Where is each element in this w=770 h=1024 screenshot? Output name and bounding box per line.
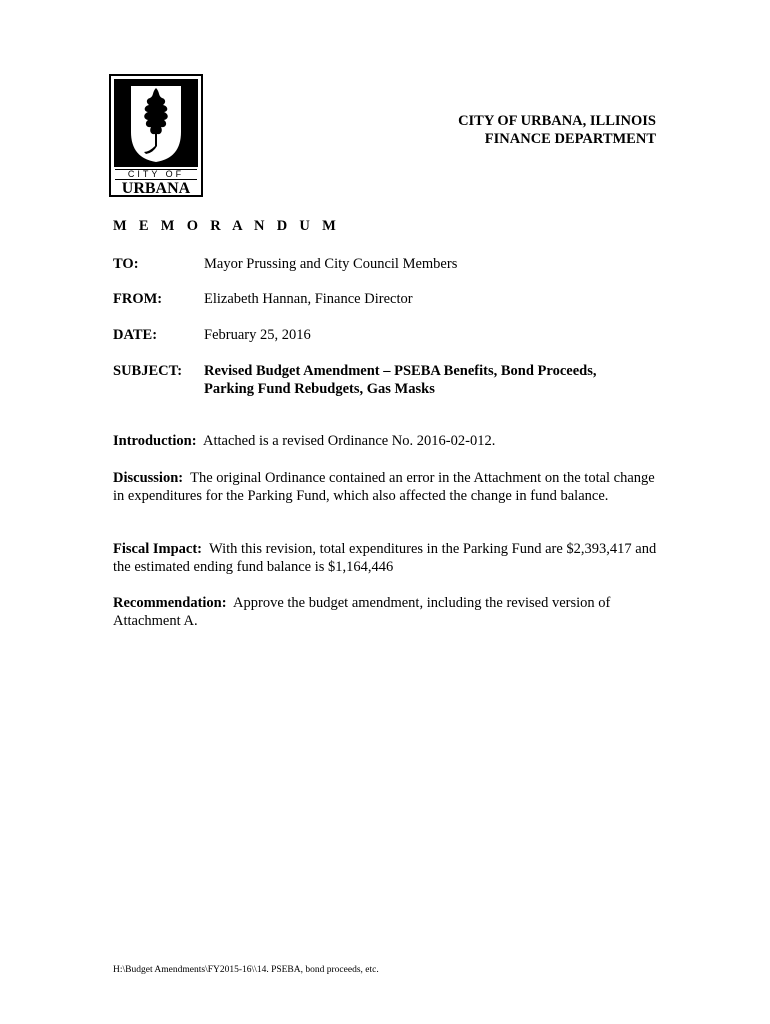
subject-label: SUBJECT: xyxy=(113,363,183,379)
fiscal-impact-heading: Fiscal Impact: xyxy=(113,541,202,557)
introduction-heading: Introduction: xyxy=(113,433,197,449)
fiscal-impact-text: With this revision, total expenditures in the Parking Fund are $2,393,417 and the estimated ending fund balance is $1,164,446 xyxy=(113,541,657,575)
logo-city-text: CITY OF xyxy=(127,169,185,179)
introduction-paragraph xyxy=(113,432,658,450)
subject-value xyxy=(204,362,664,398)
recommendation-heading: Recommendation: xyxy=(113,595,227,611)
date-value: February 25, 2016 xyxy=(204,327,311,343)
discussion-text: The original Ordinance contained an error in the Attachment on the total change in expenditures for the Parking Fund, which also affected the change in fund balance. xyxy=(113,470,655,504)
logo-name-text: URBANA xyxy=(121,180,191,197)
recommendation-paragraph xyxy=(113,594,658,630)
to-label: TO: xyxy=(113,256,139,272)
date-label: DATE: xyxy=(113,327,158,343)
memo-title: M E M O R A N D U M xyxy=(113,218,341,234)
fiscal-impact-paragraph xyxy=(113,540,658,576)
from-label: FROM: xyxy=(113,291,163,307)
discussion-paragraph xyxy=(113,469,658,505)
department-line-finance: FINANCE DEPARTMENT xyxy=(484,131,656,147)
oak-leaf-seal-icon xyxy=(109,74,203,197)
file-path-footer: H:\Budget Amendments\FY2015-16\\14. PSEBA, bond proceeds, etc. xyxy=(113,965,379,975)
from-value: Elizabeth Hannan, Finance Director xyxy=(204,291,413,307)
subject-line-2: Parking Fund Rebudgets, Gas Masks xyxy=(204,381,435,397)
department-header xyxy=(458,112,656,148)
department-line-city: CITY OF URBANA, ILLINOIS xyxy=(458,113,656,129)
introduction-text: Attached is a revised Ordinance No. 2016-02-012. xyxy=(202,433,496,449)
discussion-heading: Discussion: xyxy=(113,470,184,486)
recommendation-text: Approve the budget amendment, including the revised version of Attachment A. xyxy=(113,595,611,629)
subject-line-1: Revised Budget Amendment – PSEBA Benefits, Bond Proceeds, xyxy=(204,363,597,379)
to-value: Mayor Prussing and City Council Members xyxy=(204,256,458,272)
city-logo xyxy=(109,74,203,197)
